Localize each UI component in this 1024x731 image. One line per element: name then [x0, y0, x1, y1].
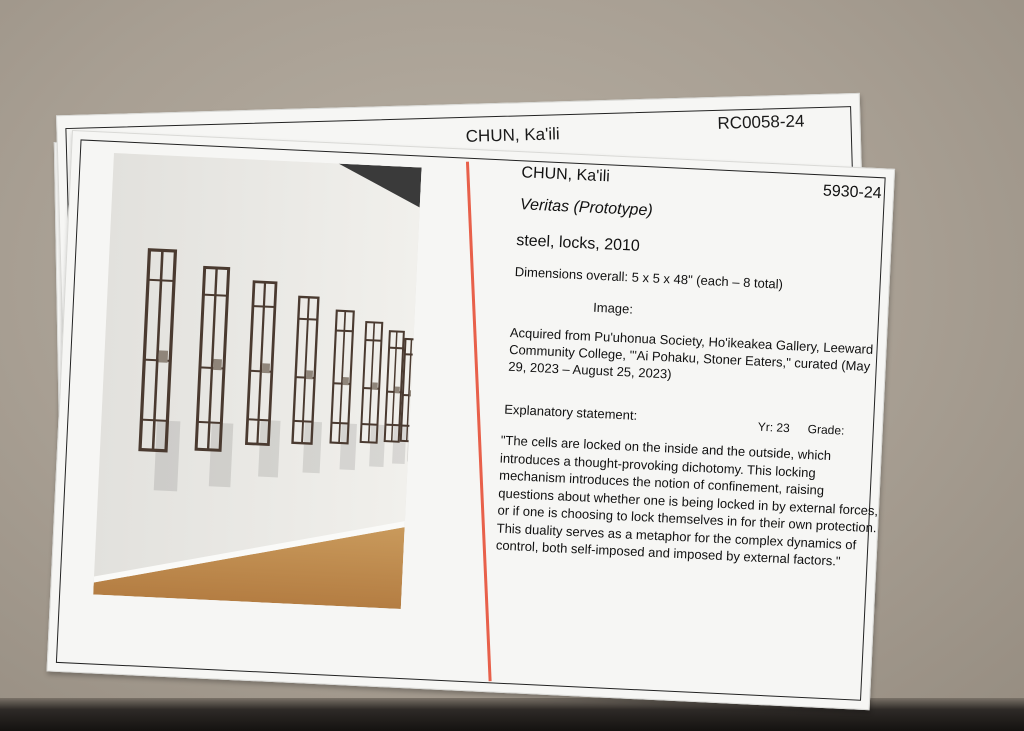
- dimensions: Dimensions overall: 5 x 5 x 48" (each – 8 total): [514, 264, 784, 292]
- artist-name: CHUN, Ka'ili: [521, 164, 611, 186]
- artwork-photo: [93, 153, 421, 609]
- year-field: Yr: 23: [757, 419, 791, 436]
- image-label: Image:: [592, 299, 634, 317]
- explanatory-statement: "The cells are locked on the inside and the outside, which introduces a thought-provoking dichotomy. This locking mechanism introduces the notion of confinement, raising questions about whether one is being locked in by external forces, or if one is choosing to lock themselves in for their own protection. This duality serves as a metaphor for the complex dynamics of control, both self-imposed and imposed by external factors.": [495, 432, 879, 569]
- acquisition-info: Acquired from Pu'uhonua Society, Ho'ikeakea Gallery, Leeward Community College, "'Ai Pohaku, Stoner Eaters," curated (May 29, 2023 – August 25, 2023): [507, 324, 874, 382]
- front-card: [46, 130, 895, 710]
- gallery-photo-illustration: [93, 153, 421, 609]
- accession-number: 5930-24: [822, 182, 883, 203]
- artwork-title: Veritas (Prototype): [519, 196, 654, 220]
- grade-field: Grade:: [807, 421, 845, 438]
- explanatory-label: Explanatory statement:: [503, 401, 638, 423]
- back-card-artist: CHUN, Ka'ili: [465, 124, 560, 146]
- floor-edge: [0, 698, 1024, 731]
- back-card-accession: RC0058-24: [717, 111, 805, 133]
- medium-date: steel, locks, 2010: [515, 232, 641, 255]
